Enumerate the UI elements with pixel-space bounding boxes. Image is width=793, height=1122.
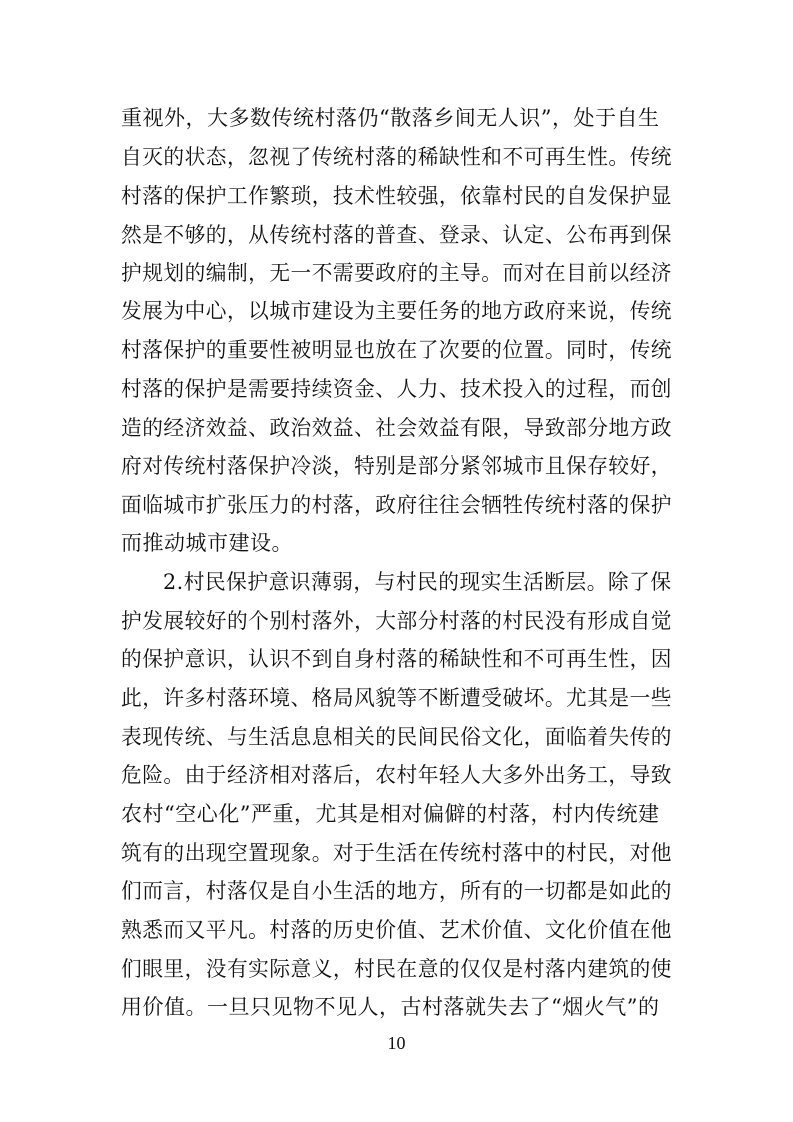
text-line: 然是不够的，从传统村落的普查、登录、认定、公布再到保 [121, 223, 672, 247]
text-line: 发展为中心，以城市建设为主要任务的地方政府来说，传统 [121, 299, 672, 323]
page-number: 10 [387, 1033, 406, 1053]
text-line: 2.村民保护意识薄弱，与村民的现实生活断层。除了保 [163, 570, 672, 594]
text-line: 村落的保护工作繁琐，技术性较强，依靠村民的自发保护显 [121, 184, 672, 208]
text-line: 表现传统、与生活息息相关的民间民俗文化，面临着失传的 [121, 725, 672, 749]
text-line: 农村“空心化”严重，尤其是相对偏僻的村落，村内传统建 [121, 802, 660, 826]
text-line: 此，许多村落环境、格局风貌等不断遭受破坏。尤其是一些 [121, 686, 672, 710]
text-line: 面临城市扩张压力的村落，政府往往会牺牲传统村落的保护 [121, 493, 672, 517]
text-line: 的保护意识，认识不到自身村落的稀缺性和不可再生性，因 [121, 647, 672, 671]
text-line: 府对传统村落保护冷淡，特别是部分紧邻城市且保存较好， [121, 454, 672, 478]
text-line: 自灭的状态，忽视了传统村落的稀缺性和不可再生性。传统 [121, 145, 672, 169]
text-line: 村落保护的重要性被明显也放在了次要的位置。同时，传统 [121, 338, 672, 362]
text-line: 造的经济效益、政治效益、社会效益有限，导致部分地方政 [121, 416, 672, 440]
text-line: 村落的保护是需要持续资金、人力、技术投入的过程，而创 [121, 377, 672, 401]
text-line: 护规划的编制，无一不需要政府的主导。而对在目前以经济 [121, 261, 672, 285]
text-line: 筑有的出现空置现象。对于生活在传统村落中的村民，对他 [121, 841, 672, 865]
text-line: 们而言，村落仅是自小生活的地方，所有的一切都是如此的 [121, 879, 672, 903]
text-line: 护发展较好的个别村落外，大部分村落的村民没有形成自觉 [121, 609, 672, 633]
text-line: 们眼里，没有实际意义，村民在意的仅仅是村落内建筑的使 [121, 957, 672, 981]
text-line: 重视外，大多数传统村落仍“散落乡间无人识”，处于自生 [121, 106, 660, 130]
text-line: 危险。由于经济相对落后，农村年轻人大多外出务工，导致 [121, 763, 672, 787]
text-line: 而推动城市建设。 [121, 531, 293, 555]
text-line: 熟悉而又平凡。村落的历史价值、艺术价值、文化价值在他 [121, 918, 672, 942]
text-line: 用价值。一旦只见物不见人，古村落就失去了“烟火气”的 [121, 995, 660, 1019]
